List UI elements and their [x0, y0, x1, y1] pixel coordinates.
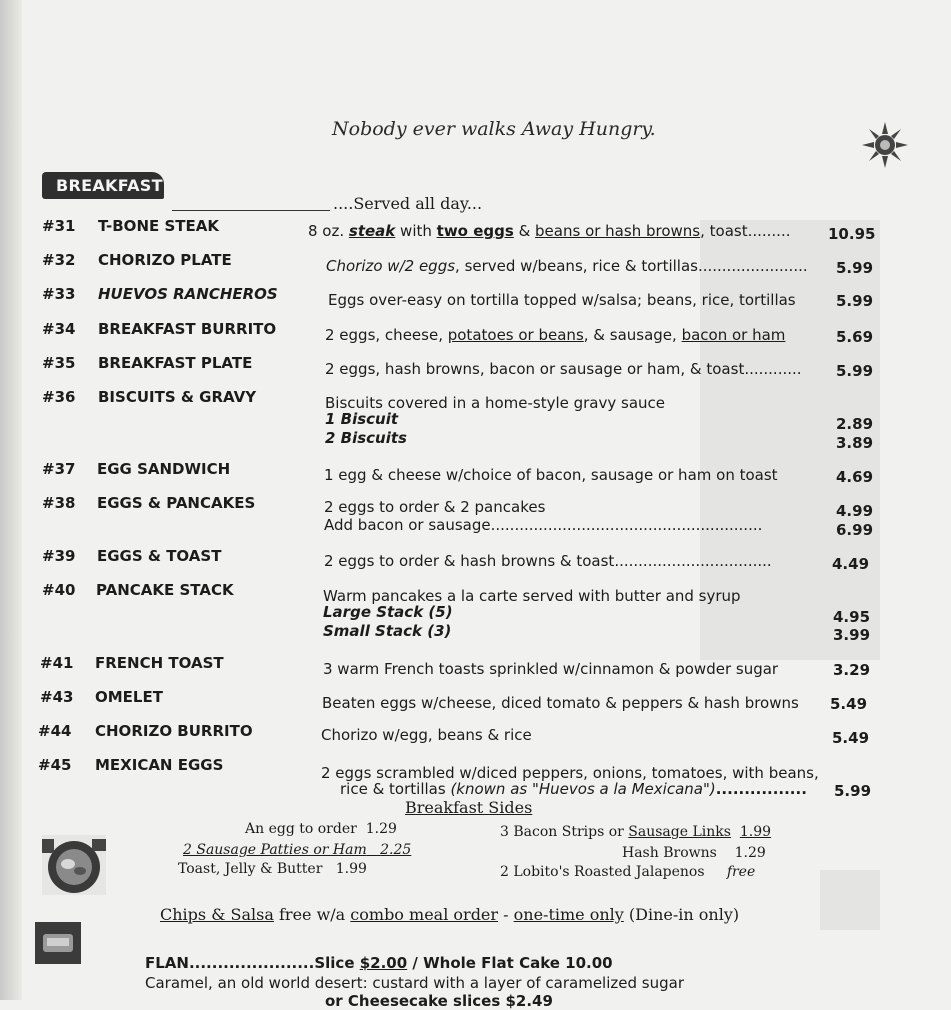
item-number: #35 [42, 354, 76, 372]
item-price: 4.95 [833, 608, 871, 626]
served-all-day-note: ....Served all day... [333, 194, 483, 213]
flan-description: Caramel, an old world desert: custard with a layer of caramelized sugar [145, 974, 684, 992]
item-name: FRENCH TOAST [95, 654, 224, 672]
sun-logo-icon [862, 122, 908, 168]
item-price: 5.99 [836, 362, 874, 380]
cheesecake-line: or Cheesecake slices $2.49 [325, 992, 553, 1010]
item-name: PANCAKE STACK [96, 581, 234, 599]
item-description: 2 eggs scrambled w/diced peppers, onions, tomatoes, with beans, [321, 764, 819, 782]
breakfast-sides-title: Breakfast Sides [405, 798, 533, 817]
side-item: 3 Bacon Strips or Sausage Links 1.99 [500, 824, 772, 840]
item-number: #36 [42, 388, 76, 406]
item-name: OMELET [95, 688, 163, 706]
item-number: #38 [42, 494, 76, 512]
item-option: 1 Biscuit [325, 410, 399, 428]
item-price: 4.49 [832, 555, 870, 573]
item-price: 3.29 [833, 661, 871, 679]
served-underline [172, 210, 330, 211]
item-price: 3.89 [836, 434, 874, 452]
side-item: An egg to order 1.29 [245, 821, 397, 837]
item-number: #39 [42, 547, 76, 565]
item-description: Biscuits covered in a home-style gravy sauce [325, 394, 666, 412]
item-name: MEXICAN EGGS [95, 756, 224, 774]
item-option: 2 Biscuits [325, 429, 407, 447]
bleed-through-block [820, 870, 880, 930]
item-price: 5.49 [832, 729, 870, 747]
item-description: 2 eggs, cheese, potatoes or beans, & sausage, bacon or ham [325, 326, 786, 344]
item-option: Small Stack (3) [323, 622, 452, 640]
item-description: 1 egg & cheese w/choice of bacon, sausage or ham on toast [324, 466, 778, 484]
breakfast-plate-photo [42, 835, 106, 895]
item-price: 5.99 [834, 782, 872, 800]
item-number: #37 [42, 460, 76, 478]
item-price: 5.49 [830, 695, 868, 713]
item-number: #41 [40, 654, 74, 672]
item-price: 2.89 [836, 415, 874, 433]
item-number: #44 [38, 722, 72, 740]
side-item: 2 Lobito's Roasted Jalapenos free [500, 864, 756, 880]
page-edge-shadow [0, 0, 22, 1000]
item-description: 8 oz. steak with two eggs & beans or hash browns, toast......... [308, 222, 791, 240]
side-item: Toast, Jelly & Butter 1.99 [178, 861, 367, 877]
item-description: Chorizo w/egg, beans & rice [321, 726, 532, 744]
item-description: 2 eggs, hash browns, bacon or sausage or ham, & toast............ [325, 360, 802, 378]
item-number: #45 [38, 756, 72, 774]
item-name: HUEVOS RANCHEROS [98, 285, 278, 303]
item-description: Warm pancakes a la carte served with butter and syrup [323, 587, 741, 605]
item-price: 3.99 [833, 626, 871, 644]
flan-line: FLAN......................Slice $2.00 / Whole Flat Cake 10.00 [145, 954, 613, 972]
item-description-cont: rice & tortillas (known as "Huevos a la Mexicana")................ [340, 780, 807, 798]
chips-salsa-note: Chips & Salsa free w/a combo meal order - one-time only (Dine-in only) [160, 905, 740, 924]
flan-photo [35, 922, 81, 964]
item-name: BREAKFAST PLATE [98, 354, 253, 372]
item-name: EGG SANDWICH [97, 460, 231, 478]
item-number: #34 [42, 320, 76, 338]
item-price: 4.69 [836, 468, 874, 486]
item-number: #40 [42, 581, 76, 599]
item-number: #33 [42, 285, 76, 303]
item-name: EGGS & PANCAKES [97, 494, 256, 512]
item-number: #31 [42, 217, 76, 235]
item-description: Eggs over-easy on tortilla topped w/salsa; beans, rice, tortillas [328, 291, 796, 309]
section-breakfast-tag: BREAKFAST [42, 172, 164, 199]
item-name: CHORIZO BURRITO [95, 722, 253, 740]
item-price: 4.99 [836, 502, 874, 520]
item-description: 2 eggs to order & hash browns & toast................................. [324, 552, 772, 570]
item-name: BREAKFAST BURRITO [98, 320, 277, 338]
item-price: 5.69 [836, 328, 874, 346]
item-price: 6.99 [836, 521, 874, 539]
item-name: T-BONE STEAK [98, 217, 219, 235]
item-name: CHORIZO PLATE [98, 251, 232, 269]
item-description: Beaten eggs w/cheese, diced tomato & peppers & hash browns [322, 694, 799, 712]
item-option: Large Stack (5) [323, 603, 453, 621]
tagline: Nobody ever walks Away Hungry. [332, 118, 656, 140]
item-description: Chorizo w/2 eggs, served w/beans, rice & tortillas....................... [326, 257, 808, 275]
item-price: 5.99 [836, 259, 874, 277]
item-number: #32 [42, 251, 76, 269]
item-description: 2 eggs to order & 2 pancakes [324, 498, 546, 516]
item-addon: Add bacon or sausage......................................................... [324, 516, 763, 534]
side-item: 2 Sausage Patties or Ham 2.25 [183, 842, 412, 858]
side-item: Hash Browns 1.29 [622, 845, 766, 861]
item-name: EGGS & TOAST [97, 547, 222, 565]
item-price: 5.99 [836, 292, 874, 310]
item-name: BISCUITS & GRAVY [98, 388, 257, 406]
item-price: 10.95 [828, 225, 876, 243]
item-description: 3 warm French toasts sprinkled w/cinnamon & powder sugar [323, 660, 779, 678]
item-number: #43 [40, 688, 74, 706]
